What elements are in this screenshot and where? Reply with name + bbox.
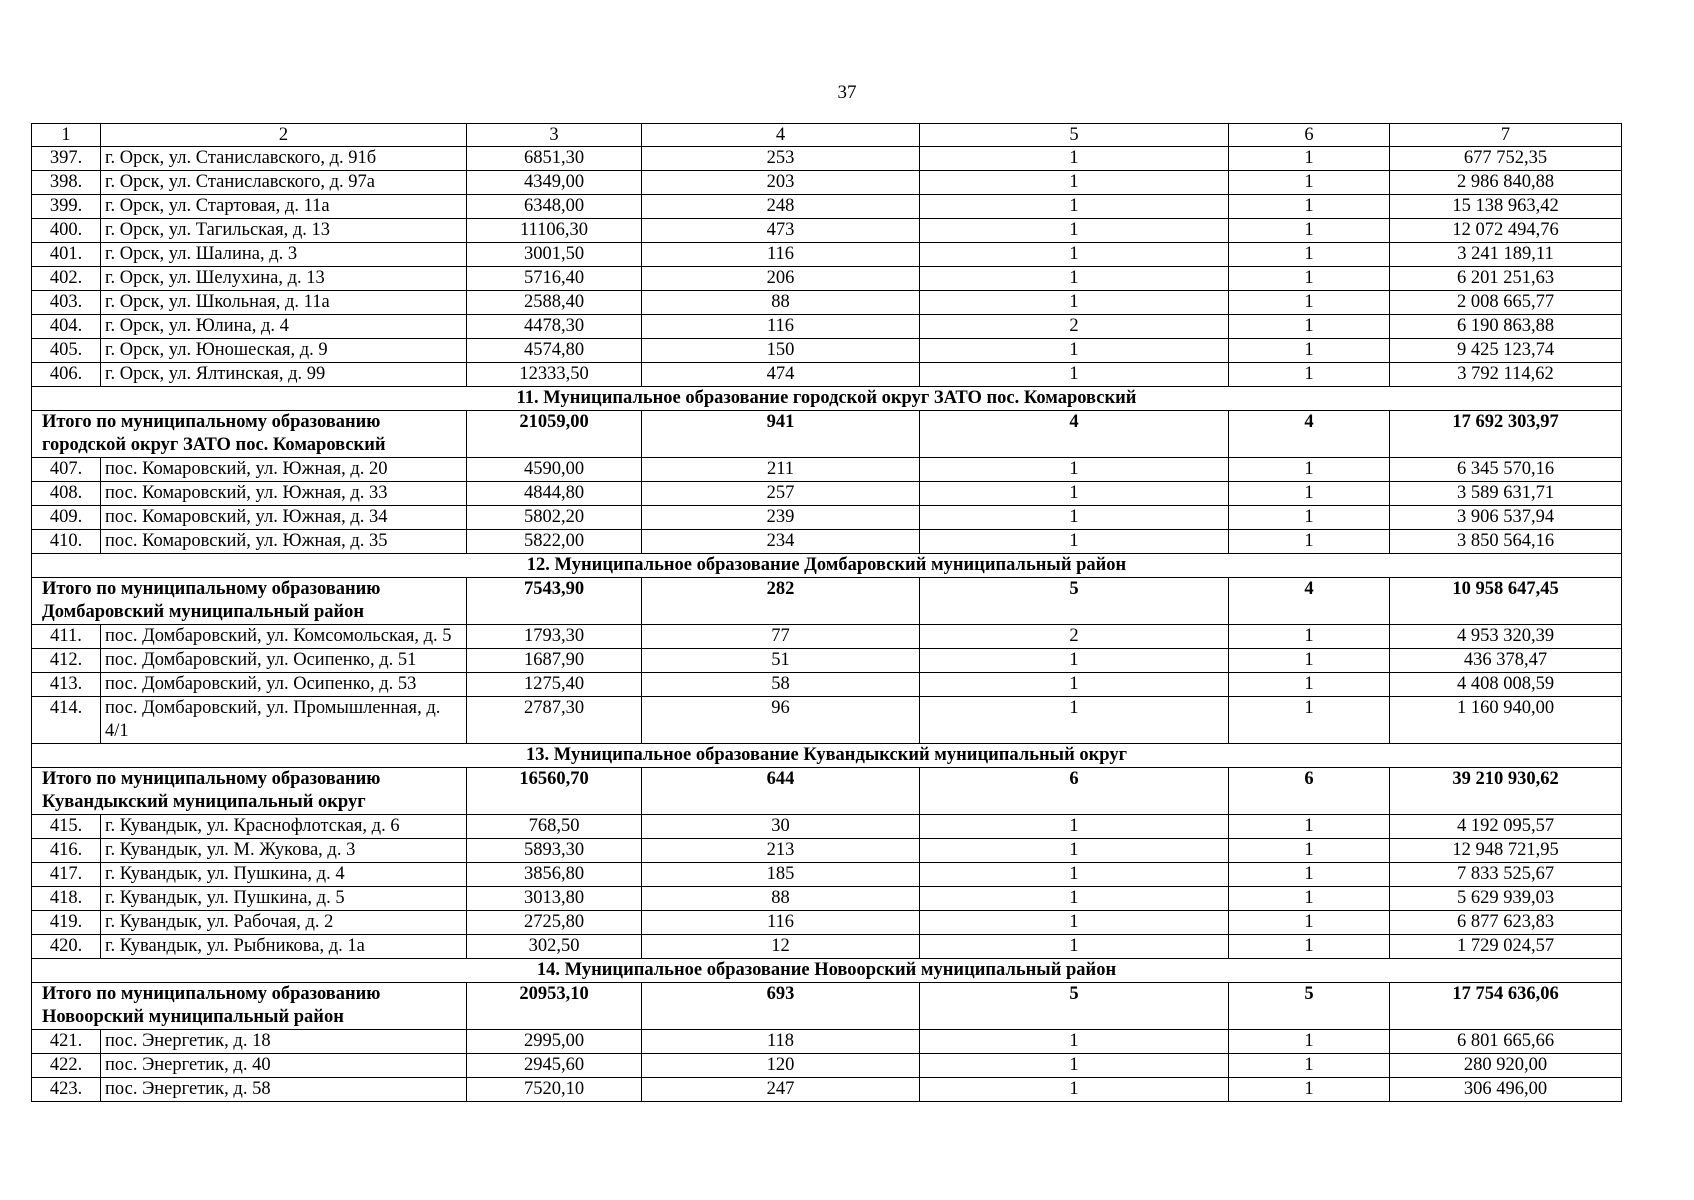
row-number: 403. [32, 291, 101, 315]
cost-cell: 3 241 189,11 [1390, 243, 1622, 267]
area-cell: 6851,30 [467, 147, 642, 171]
cost-cell: 4 953 320,39 [1390, 625, 1622, 649]
address-cell: г. Орск, ул. Ялтинская, д. 99 [101, 363, 467, 387]
section-header-row [32, 554, 1622, 578]
cost-cell: 3 792 114,62 [1390, 363, 1622, 387]
row-number: 413. [32, 673, 101, 697]
col5-cell: 1 [920, 195, 1229, 219]
area-cell: 2787,30 [467, 697, 642, 744]
row-number: 417. [32, 863, 101, 887]
table-row [32, 649, 1622, 673]
cost-cell: 5 629 939,03 [1390, 887, 1622, 911]
cost-cell: 677 752,35 [1390, 147, 1622, 171]
table-row [32, 1054, 1622, 1078]
cost-cell: 2 986 840,88 [1390, 171, 1622, 195]
area-cell: 3013,80 [467, 887, 642, 911]
col5-cell: 1 [920, 697, 1229, 744]
col5-cell: 1 [920, 243, 1229, 267]
address-cell: г. Орск, ул. Шалина, д. 3 [101, 243, 467, 267]
col6-cell: 1 [1229, 243, 1390, 267]
cost-cell: 6 201 251,63 [1390, 267, 1622, 291]
row-number: 412. [32, 649, 101, 673]
residents-cell: 88 [642, 291, 920, 315]
col6-cell: 1 [1229, 911, 1390, 935]
col6-cell: 1 [1229, 887, 1390, 911]
cost-cell: 17 754 636,06 [1390, 983, 1622, 1030]
area-cell: 6348,00 [467, 195, 642, 219]
row-number: 402. [32, 267, 101, 291]
column-header: 6 [1229, 124, 1390, 147]
cost-cell: 9 425 123,74 [1390, 339, 1622, 363]
cost-cell: 12 072 494,76 [1390, 219, 1622, 243]
area-cell: 302,50 [467, 935, 642, 959]
table-row [32, 1030, 1622, 1054]
cost-cell: 39 210 930,62 [1390, 768, 1622, 815]
col5-cell: 5 [920, 983, 1229, 1030]
col6-cell: 1 [1229, 815, 1390, 839]
row-number: 407. [32, 458, 101, 482]
table-row [32, 363, 1622, 387]
col6-cell: 1 [1229, 339, 1390, 363]
cost-cell: 4 408 008,59 [1390, 673, 1622, 697]
table-row [32, 291, 1622, 315]
col5-cell: 1 [920, 530, 1229, 554]
address-cell: пос. Комаровский, ул. Южная, д. 33 [101, 482, 467, 506]
table-row [32, 147, 1622, 171]
table-row [32, 839, 1622, 863]
row-number: 414. [32, 697, 101, 744]
address-cell: г. Кувандык, ул. Пушкина, д. 4 [101, 863, 467, 887]
col5-cell: 1 [920, 339, 1229, 363]
address-cell: пос. Домбаровский, ул. Комсомольская, д. 5 [101, 625, 467, 649]
row-number: 400. [32, 219, 101, 243]
col5-cell: 1 [920, 911, 1229, 935]
cost-cell: 17 692 303,97 [1390, 411, 1622, 458]
col6-cell: 1 [1229, 267, 1390, 291]
area-cell: 7543,90 [467, 578, 642, 625]
residents-cell: 12 [642, 935, 920, 959]
col6-cell: 1 [1229, 506, 1390, 530]
residents-cell: 77 [642, 625, 920, 649]
column-header: 5 [920, 124, 1229, 147]
col6-cell: 1 [1229, 1078, 1390, 1102]
cost-cell: 3 589 631,71 [1390, 482, 1622, 506]
area-cell: 1687,90 [467, 649, 642, 673]
address-cell: г. Кувандык, ул. Пушкина, д. 5 [101, 887, 467, 911]
section-title: 13. Муниципальное образование Кувандыкский муниципальный округ [32, 744, 1622, 768]
address-cell: пос. Домбаровский, ул. Осипенко, д. 53 [101, 673, 467, 697]
address-cell: г. Орск, ул. Школьная, д. 11а [101, 291, 467, 315]
table-row [32, 530, 1622, 554]
col6-cell: 1 [1229, 1030, 1390, 1054]
cost-cell: 3 850 564,16 [1390, 530, 1622, 554]
row-number: 409. [32, 506, 101, 530]
residents-cell: 253 [642, 147, 920, 171]
subtotal-row [32, 768, 1622, 815]
area-cell: 768,50 [467, 815, 642, 839]
residents-cell: 185 [642, 863, 920, 887]
col5-cell: 1 [920, 147, 1229, 171]
col6-cell: 1 [1229, 673, 1390, 697]
table-row [32, 625, 1622, 649]
residents-cell: 211 [642, 458, 920, 482]
column-number-header [32, 124, 1622, 147]
area-cell: 4574,80 [467, 339, 642, 363]
col5-cell: 1 [920, 863, 1229, 887]
col6-cell: 1 [1229, 315, 1390, 339]
col5-cell: 1 [920, 815, 1229, 839]
table-row [32, 315, 1622, 339]
row-number: 419. [32, 911, 101, 935]
col5-cell: 1 [920, 649, 1229, 673]
row-number: 405. [32, 339, 101, 363]
registry-body [32, 147, 1622, 1102]
residents-cell: 474 [642, 363, 920, 387]
residents-cell: 473 [642, 219, 920, 243]
area-cell: 12333,50 [467, 363, 642, 387]
col5-cell: 5 [920, 578, 1229, 625]
cost-cell: 15 138 963,42 [1390, 195, 1622, 219]
cost-cell: 12 948 721,95 [1390, 839, 1622, 863]
residents-cell: 239 [642, 506, 920, 530]
cost-cell: 306 496,00 [1390, 1078, 1622, 1102]
row-number: 406. [32, 363, 101, 387]
column-header: 3 [467, 124, 642, 147]
residents-cell: 693 [642, 983, 920, 1030]
table-row [32, 219, 1622, 243]
residents-cell: 88 [642, 887, 920, 911]
cost-cell: 1 729 024,57 [1390, 935, 1622, 959]
cost-cell: 6 345 570,16 [1390, 458, 1622, 482]
area-cell: 1793,30 [467, 625, 642, 649]
col6-cell: 1 [1229, 1054, 1390, 1078]
residents-cell: 116 [642, 911, 920, 935]
col5-cell: 1 [920, 1030, 1229, 1054]
table-row [32, 243, 1622, 267]
col6-cell: 1 [1229, 171, 1390, 195]
table-row [32, 673, 1622, 697]
section-title: 14. Муниципальное образование Новоорский муниципальный район [32, 959, 1622, 983]
col5-cell: 1 [920, 1078, 1229, 1102]
residents-cell: 150 [642, 339, 920, 363]
column-header: 4 [642, 124, 920, 147]
col5-cell: 1 [920, 291, 1229, 315]
subtotal-label: Итого по муниципальному образованию городской округ ЗАТО пос. Комаровский [32, 411, 467, 458]
residents-cell: 51 [642, 649, 920, 673]
col6-cell: 4 [1229, 411, 1390, 458]
col6-cell: 1 [1229, 625, 1390, 649]
residents-cell: 206 [642, 267, 920, 291]
row-number: 422. [32, 1054, 101, 1078]
col6-cell: 1 [1229, 458, 1390, 482]
area-cell: 2995,00 [467, 1030, 642, 1054]
table-row [32, 815, 1622, 839]
cost-cell: 6 190 863,88 [1390, 315, 1622, 339]
area-cell: 2588,40 [467, 291, 642, 315]
row-number: 397. [32, 147, 101, 171]
address-cell: г. Орск, ул. Тагильская, д. 13 [101, 219, 467, 243]
residents-cell: 30 [642, 815, 920, 839]
residents-cell: 116 [642, 315, 920, 339]
table-row [32, 911, 1622, 935]
area-cell: 4349,00 [467, 171, 642, 195]
housing-registry-table [31, 123, 1622, 1102]
address-cell: пос. Энергетик, д. 58 [101, 1078, 467, 1102]
cost-cell: 2 008 665,77 [1390, 291, 1622, 315]
address-cell: г. Кувандык, ул. Рабочая, д. 2 [101, 911, 467, 935]
table-row [32, 195, 1622, 219]
row-number: 420. [32, 935, 101, 959]
table-row [32, 171, 1622, 195]
col5-cell: 4 [920, 411, 1229, 458]
residents-cell: 116 [642, 243, 920, 267]
row-number: 416. [32, 839, 101, 863]
row-number: 398. [32, 171, 101, 195]
residents-cell: 234 [642, 530, 920, 554]
cost-cell: 10 958 647,45 [1390, 578, 1622, 625]
residents-cell: 58 [642, 673, 920, 697]
col6-cell: 5 [1229, 983, 1390, 1030]
area-cell: 5802,20 [467, 506, 642, 530]
col5-cell: 1 [920, 673, 1229, 697]
area-cell: 20953,10 [467, 983, 642, 1030]
residents-cell: 96 [642, 697, 920, 744]
address-cell: пос. Домбаровский, ул. Осипенко, д. 51 [101, 649, 467, 673]
residents-cell: 213 [642, 839, 920, 863]
col6-cell: 1 [1229, 935, 1390, 959]
area-cell: 21059,00 [467, 411, 642, 458]
page-number: 37 [837, 82, 857, 103]
address-cell: г. Орск, ул. Шелухина, д. 13 [101, 267, 467, 291]
area-cell: 5893,30 [467, 839, 642, 863]
row-number: 423. [32, 1078, 101, 1102]
col5-cell: 1 [920, 363, 1229, 387]
cost-cell: 280 920,00 [1390, 1054, 1622, 1078]
col5-cell: 1 [920, 839, 1229, 863]
subtotal-row [32, 411, 1622, 458]
area-cell: 4478,30 [467, 315, 642, 339]
col6-cell: 1 [1229, 863, 1390, 887]
table-row [32, 482, 1622, 506]
residents-cell: 247 [642, 1078, 920, 1102]
cost-cell: 7 833 525,67 [1390, 863, 1622, 887]
col6-cell: 1 [1229, 291, 1390, 315]
cost-cell: 436 378,47 [1390, 649, 1622, 673]
col5-cell: 1 [920, 887, 1229, 911]
col6-cell: 1 [1229, 195, 1390, 219]
residents-cell: 644 [642, 768, 920, 815]
address-cell: г. Орск, ул. Стартовая, д. 11а [101, 195, 467, 219]
subtotal-label: Итого по муниципальному образованию Новоорский муниципальный район [32, 983, 467, 1030]
table-row [32, 1078, 1622, 1102]
subtotal-label: Итого по муниципальному образованию Домбаровский муниципальный район [32, 578, 467, 625]
col6-cell: 1 [1229, 147, 1390, 171]
address-cell: г. Орск, ул. Юлина, д. 4 [101, 315, 467, 339]
table-row [32, 863, 1622, 887]
col6-cell: 1 [1229, 697, 1390, 744]
col6-cell: 1 [1229, 482, 1390, 506]
row-number: 418. [32, 887, 101, 911]
cost-cell: 6 801 665,66 [1390, 1030, 1622, 1054]
area-cell: 3001,50 [467, 243, 642, 267]
residents-cell: 203 [642, 171, 920, 195]
residents-cell: 941 [642, 411, 920, 458]
col6-cell: 1 [1229, 839, 1390, 863]
col6-cell: 1 [1229, 219, 1390, 243]
col5-cell: 2 [920, 315, 1229, 339]
row-number: 415. [32, 815, 101, 839]
row-number: 411. [32, 625, 101, 649]
residents-cell: 118 [642, 1030, 920, 1054]
col6-cell: 1 [1229, 530, 1390, 554]
row-number: 421. [32, 1030, 101, 1054]
col5-cell: 1 [920, 219, 1229, 243]
table-row [32, 887, 1622, 911]
table-row [32, 267, 1622, 291]
area-cell: 7520,10 [467, 1078, 642, 1102]
address-cell: г. Орск, ул. Станиславского, д. 97а [101, 171, 467, 195]
row-number: 401. [32, 243, 101, 267]
cost-cell: 3 906 537,94 [1390, 506, 1622, 530]
address-cell: г. Кувандык, ул. М. Жукова, д. 3 [101, 839, 467, 863]
col6-cell: 1 [1229, 649, 1390, 673]
row-number: 410. [32, 530, 101, 554]
row-number: 399. [32, 195, 101, 219]
area-cell: 16560,70 [467, 768, 642, 815]
area-cell: 2725,80 [467, 911, 642, 935]
address-cell: пос. Комаровский, ул. Южная, д. 34 [101, 506, 467, 530]
address-cell: пос. Энергетик, д. 40 [101, 1054, 467, 1078]
residents-cell: 257 [642, 482, 920, 506]
address-cell: г. Орск, ул. Станиславского, д. 91б [101, 147, 467, 171]
column-header: 1 [32, 124, 101, 147]
cost-cell: 6 877 623,83 [1390, 911, 1622, 935]
col6-cell: 6 [1229, 768, 1390, 815]
col5-cell: 2 [920, 625, 1229, 649]
col5-cell: 1 [920, 482, 1229, 506]
address-cell: г. Орск, ул. Юношеская, д. 9 [101, 339, 467, 363]
address-cell: пос. Домбаровский, ул. Промышленная, д. 4/1 [101, 697, 467, 744]
area-cell: 2945,60 [467, 1054, 642, 1078]
col6-cell: 4 [1229, 578, 1390, 625]
address-cell: пос. Комаровский, ул. Южная, д. 35 [101, 530, 467, 554]
area-cell: 3856,80 [467, 863, 642, 887]
row-number: 408. [32, 482, 101, 506]
subtotal-label: Итого по муниципальному образованию Кувандыкский муниципальный округ [32, 768, 467, 815]
address-cell: г. Кувандык, ул. Рыбникова, д. 1а [101, 935, 467, 959]
row-number: 404. [32, 315, 101, 339]
section-header-row [32, 387, 1622, 411]
col5-cell: 1 [920, 1054, 1229, 1078]
residents-cell: 282 [642, 578, 920, 625]
section-header-row [32, 744, 1622, 768]
section-title: 11. Муниципальное образование городской округ ЗАТО пос. Комаровский [32, 387, 1622, 411]
col5-cell: 1 [920, 935, 1229, 959]
col5-cell: 1 [920, 171, 1229, 195]
area-cell: 4590,00 [467, 458, 642, 482]
area-cell: 5822,00 [467, 530, 642, 554]
column-header: 7 [1390, 124, 1622, 147]
col5-cell: 1 [920, 506, 1229, 530]
section-title: 12. Муниципальное образование Домбаровский муниципальный район [32, 554, 1622, 578]
cost-cell: 1 160 940,00 [1390, 697, 1622, 744]
address-cell: пос. Комаровский, ул. Южная, д. 20 [101, 458, 467, 482]
area-cell: 11106,30 [467, 219, 642, 243]
area-cell: 1275,40 [467, 673, 642, 697]
address-cell: г. Кувандык, ул. Краснофлотская, д. 6 [101, 815, 467, 839]
col6-cell: 1 [1229, 363, 1390, 387]
table-row [32, 506, 1622, 530]
table-row [32, 339, 1622, 363]
col5-cell: 6 [920, 768, 1229, 815]
table-row [32, 458, 1622, 482]
column-header: 2 [101, 124, 467, 147]
section-header-row [32, 959, 1622, 983]
col5-cell: 1 [920, 267, 1229, 291]
col5-cell: 1 [920, 458, 1229, 482]
residents-cell: 248 [642, 195, 920, 219]
residents-cell: 120 [642, 1054, 920, 1078]
cost-cell: 4 192 095,57 [1390, 815, 1622, 839]
table-row [32, 697, 1622, 744]
table-row [32, 935, 1622, 959]
address-cell: пос. Энергетик, д. 18 [101, 1030, 467, 1054]
area-cell: 5716,40 [467, 267, 642, 291]
subtotal-row [32, 983, 1622, 1030]
area-cell: 4844,80 [467, 482, 642, 506]
subtotal-row [32, 578, 1622, 625]
